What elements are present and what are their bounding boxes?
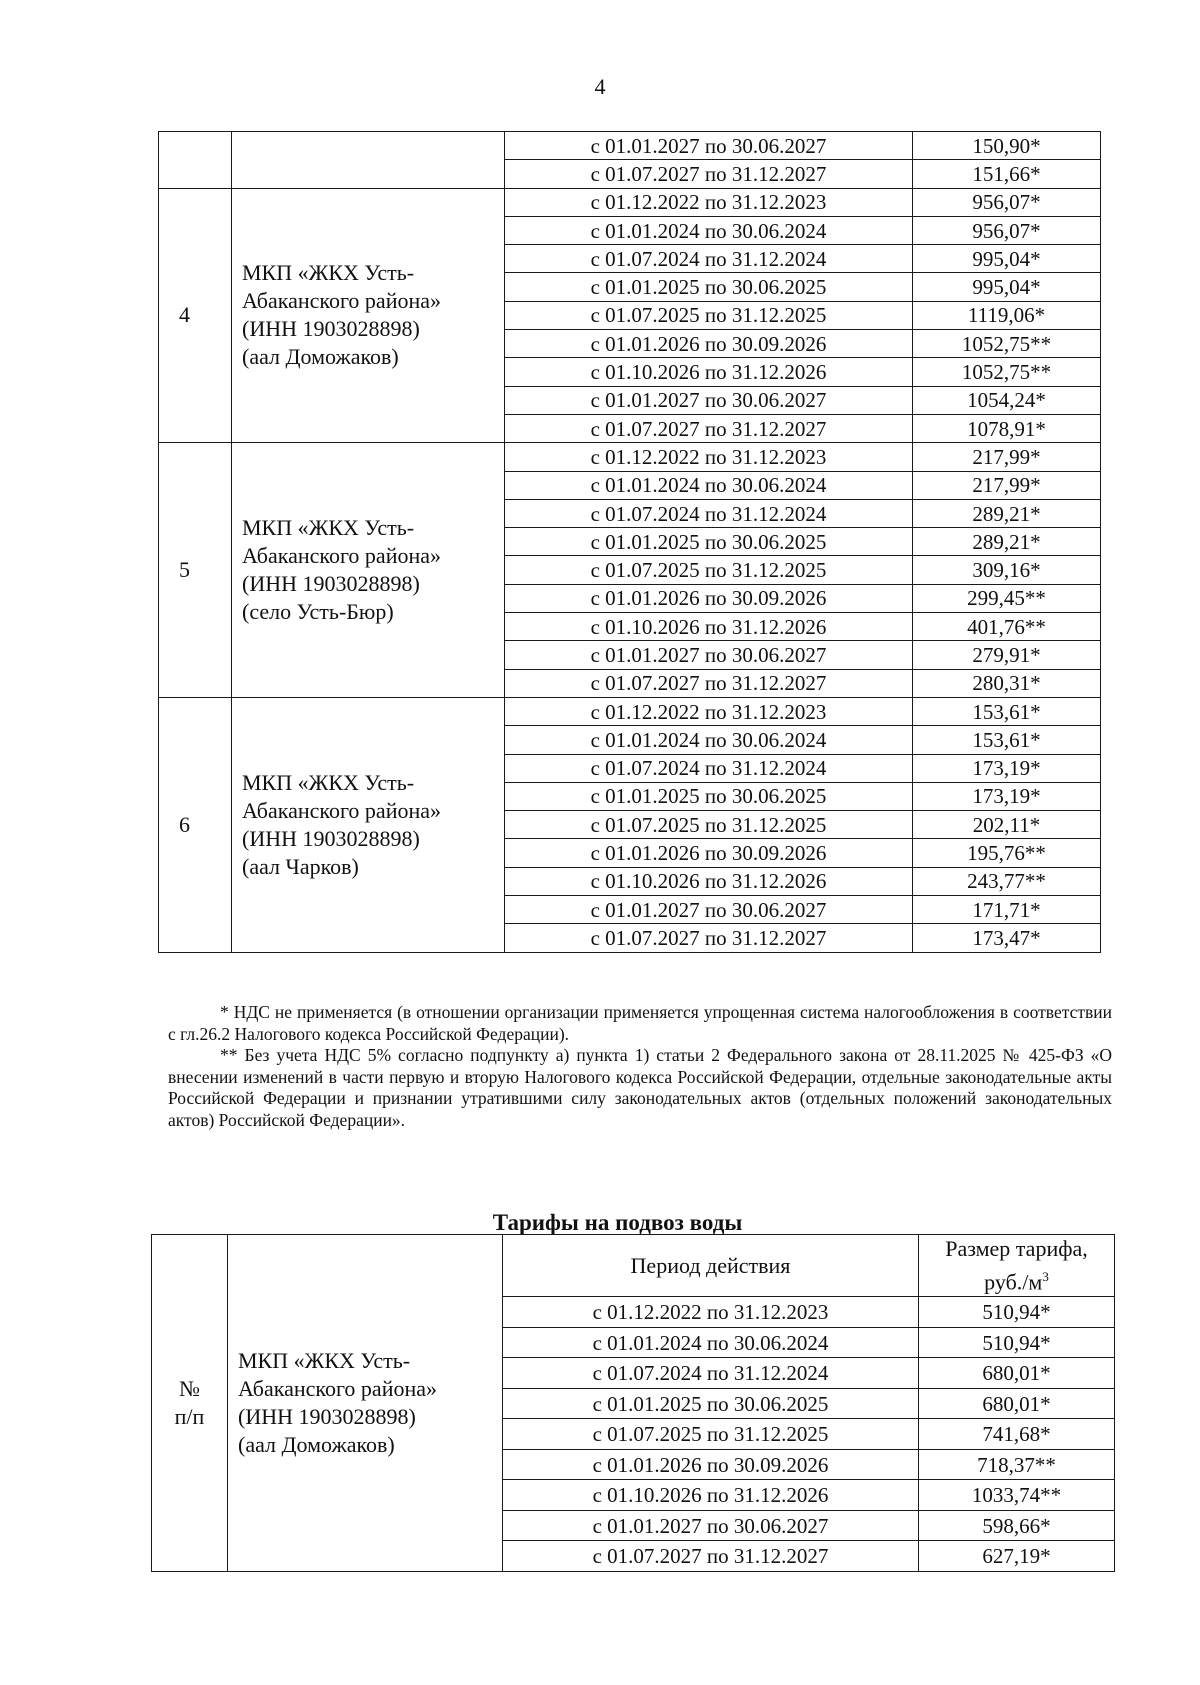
tariff-value-cell: 1033,74** (919, 1480, 1115, 1511)
value-column-header (919, 1235, 1115, 1297)
footnote-vat-not-applied: * НДС не применяется (в отношении организации применяется упрощенная система налогообложения в соответствии с гл.26.2 Налогового кодекса Российской Федерации). (168, 1002, 1112, 1044)
tariff-table-body (159, 132, 1101, 953)
period-cell: с 01.07.2024 по 31.12.2024 (505, 499, 913, 527)
tariff-value-cell: 1078,91* (913, 414, 1101, 442)
organization-line: (ИНН 1903028898) (242, 571, 420, 597)
organization-line: Абаканского района» (242, 288, 442, 314)
period-cell: с 01.01.2025 по 30.06.2025 (505, 782, 913, 810)
tariff-value-cell: 680,01* (919, 1358, 1115, 1389)
row-number-cell: 6 (159, 697, 232, 952)
number-header-line: п/п (174, 1403, 205, 1429)
tariff-value-cell: 171,71* (913, 896, 1101, 924)
tariff-value-cell: 627,19* (919, 1541, 1115, 1572)
row-number-cell (159, 132, 232, 189)
period-cell: с 01.01.2027 по 30.06.2027 (505, 386, 913, 414)
period-cell: с 01.01.2025 по 30.06.2025 (505, 528, 913, 556)
period-cell: с 01.07.2024 по 31.12.2024 (503, 1358, 919, 1389)
organization-line: МКП «ЖКХ Усть- (242, 260, 415, 286)
tariff-value-cell: 173,19* (913, 754, 1101, 782)
period-cell: с 01.07.2027 по 31.12.2027 (505, 414, 913, 442)
period-cell: с 01.07.2027 по 31.12.2027 (505, 160, 913, 188)
footnote-vat-excluded: ** Без учета НДС 5% согласно подпункту а) пункта 1) статьи 2 Федерального закона от 28.11.2025 № 425-ФЗ «О внесении изменений в части первую и вторую Налогового кодекса Российской Федерации, отдельные законодательные акты Российской Федерации и признании утратившими силу законодательных актов (отдельных положений законодательных актов) Российской Федерации». (168, 1045, 1112, 1130)
page-number: 4 (594, 74, 606, 99)
period-cell: с 01.01.2027 по 30.06.2027 (505, 896, 913, 924)
water-delivery-table-body (152, 1235, 1115, 1572)
period-cell: с 01.01.2026 по 30.09.2026 (505, 584, 913, 612)
period-cell: с 01.07.2025 по 31.12.2025 (505, 301, 913, 329)
tariff-value-cell: 217,99* (913, 443, 1101, 471)
organization-line: (ИНН 1903028898) (242, 825, 420, 851)
period-cell: с 01.12.2022 по 31.12.2023 (503, 1297, 919, 1328)
tariff-value-cell: 309,16* (913, 556, 1101, 584)
tariff-value-cell: 1054,24* (913, 386, 1101, 414)
organization-line: (село Усть-Бюр) (242, 599, 394, 625)
organization-cell (228, 1235, 503, 1572)
tariff-value-cell: 956,07* (913, 216, 1101, 244)
period-cell: с 01.01.2025 по 30.06.2025 (505, 273, 913, 301)
period-cell: с 01.10.2026 по 31.12.2026 (505, 358, 913, 386)
tariff-value-cell: 741,68* (919, 1419, 1115, 1450)
period-cell: с 01.01.2026 по 30.09.2026 (505, 839, 913, 867)
number-column-header (152, 1235, 228, 1572)
tariff-value-cell: 718,37** (919, 1449, 1115, 1480)
organization-cell (232, 697, 505, 952)
tariff-value-cell: 153,61* (913, 697, 1101, 725)
organization-line: (аал Доможаков) (238, 1431, 395, 1457)
value-header-line: Размер тарифа, (945, 1236, 1088, 1261)
period-cell: с 01.01.2024 по 30.06.2024 (505, 726, 913, 754)
water-delivery-tariff-table (151, 1234, 1115, 1572)
period-cell: с 01.07.2025 по 31.12.2025 (503, 1419, 919, 1450)
organization-line: (аал Доможаков) (242, 344, 399, 370)
tariff-value-cell: 243,77** (913, 867, 1101, 895)
organization-line: Абаканского района» (238, 1375, 438, 1401)
organization-cell (232, 132, 505, 189)
tariff-value-cell: 150,90* (913, 132, 1101, 160)
period-cell: с 01.01.2026 по 30.09.2026 (503, 1449, 919, 1480)
section-title: Тарифы на подвоз воды (492, 1210, 743, 1235)
period-cell: с 01.01.2024 по 30.06.2024 (503, 1327, 919, 1358)
row-number-cell: 5 (159, 443, 232, 698)
value-header-line (919, 1263, 1114, 1296)
tariff-value-cell: 510,94* (919, 1327, 1115, 1358)
organization-cell (232, 188, 505, 443)
tariff-value-cell: 299,45** (913, 584, 1101, 612)
tariff-value-cell: 217,99* (913, 471, 1101, 499)
tariff-value-cell: 195,76** (913, 839, 1101, 867)
period-cell: с 01.07.2024 по 31.12.2024 (505, 754, 913, 782)
period-cell: с 01.07.2027 по 31.12.2027 (503, 1541, 919, 1572)
number-header-line: № (179, 1375, 200, 1401)
organization-line: (ИНН 1903028898) (242, 316, 420, 342)
tariff-value-cell: 153,61* (913, 726, 1101, 754)
period-cell: с 01.07.2025 по 31.12.2025 (505, 811, 913, 839)
period-cell: с 01.01.2027 по 30.06.2027 (505, 132, 913, 160)
period-cell: с 01.01.2026 по 30.09.2026 (505, 330, 913, 358)
organization-line: МКП «ЖКХ Усть- (242, 515, 415, 541)
table-row (159, 443, 1101, 471)
organization-line: Абаканского района» (242, 797, 442, 823)
period-cell: с 01.07.2027 по 31.12.2027 (505, 924, 913, 952)
tariff-value-cell: 995,04* (913, 245, 1101, 273)
value-header-unit: руб./м (984, 1269, 1043, 1295)
period-cell: с 01.07.2027 по 31.12.2027 (505, 669, 913, 697)
tariff-value-cell: 289,21* (913, 528, 1101, 556)
period-cell: с 01.01.2024 по 30.06.2024 (505, 471, 913, 499)
organization-line: (ИНН 1903028898) (238, 1403, 416, 1429)
period-cell: с 01.12.2022 по 31.12.2023 (505, 188, 913, 216)
tariff-value-cell: 510,94* (919, 1297, 1115, 1328)
tariff-value-cell: 279,91* (913, 641, 1101, 669)
tariff-value-cell: 680,01* (919, 1388, 1115, 1419)
tariff-value-cell: 598,66* (919, 1510, 1115, 1541)
value-header-superscript: 3 (1042, 1269, 1049, 1284)
tariff-value-cell: 280,31* (913, 669, 1101, 697)
organization-line: МКП «ЖКХ Усть- (238, 1347, 411, 1373)
tariff-value-cell: 401,76** (913, 613, 1101, 641)
period-cell: с 01.10.2026 по 31.12.2026 (503, 1480, 919, 1511)
tariff-value-cell: 1052,75** (913, 330, 1101, 358)
period-cell: с 01.12.2022 по 31.12.2023 (505, 697, 913, 725)
period-cell: с 01.01.2027 по 30.06.2027 (505, 641, 913, 669)
row-number-cell: 4 (159, 188, 232, 443)
tariff-value-cell: 995,04* (913, 273, 1101, 301)
period-column-header: Период действия (503, 1235, 919, 1297)
organization-line: Абаканского района» (242, 543, 442, 569)
table-row (159, 188, 1101, 216)
period-cell: с 01.12.2022 по 31.12.2023 (505, 443, 913, 471)
period-cell: с 01.07.2025 по 31.12.2025 (505, 556, 913, 584)
organization-cell (232, 443, 505, 698)
table-header-row (152, 1235, 1115, 1297)
footnotes (168, 1002, 1112, 1131)
tariff-value-cell: 202,11* (913, 811, 1101, 839)
period-cell: с 01.01.2024 по 30.06.2024 (505, 216, 913, 244)
tariff-value-cell: 1119,06* (913, 301, 1101, 329)
tariff-value-cell: 1052,75** (913, 358, 1101, 386)
tariff-value-cell: 956,07* (913, 188, 1101, 216)
period-cell: с 01.07.2024 по 31.12.2024 (505, 245, 913, 273)
tariff-value-cell: 173,47* (913, 924, 1101, 952)
table-row (159, 697, 1101, 725)
organization-line: МКП «ЖКХ Усть- (242, 769, 415, 795)
organization-line: (аал Чарков) (242, 853, 359, 879)
tariff-value-cell: 151,66* (913, 160, 1101, 188)
period-cell: с 01.01.2025 по 30.06.2025 (503, 1388, 919, 1419)
tariff-value-cell: 173,19* (913, 782, 1101, 810)
table-row (159, 132, 1101, 160)
period-cell: с 01.01.2027 по 30.06.2027 (503, 1510, 919, 1541)
tariff-table (158, 131, 1101, 953)
period-cell: с 01.10.2026 по 31.12.2026 (505, 867, 913, 895)
tariff-value-cell: 289,21* (913, 499, 1101, 527)
period-cell: с 01.10.2026 по 31.12.2026 (505, 613, 913, 641)
